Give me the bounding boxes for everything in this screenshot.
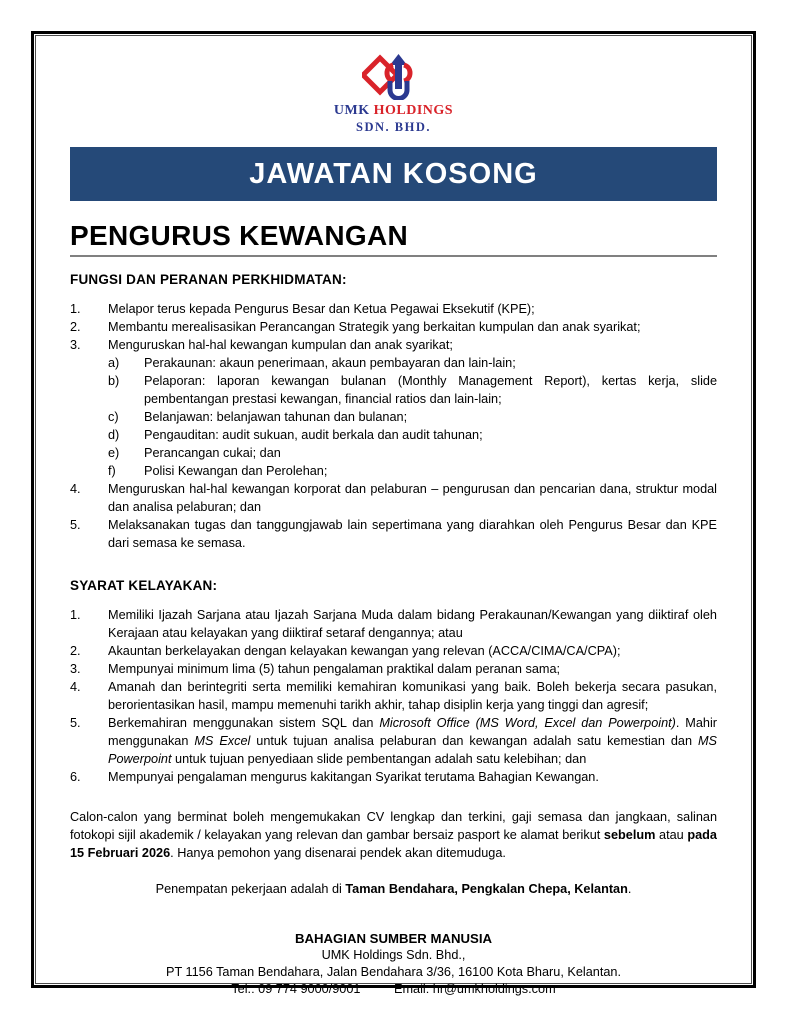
section-heading-fungsi: FUNGSI DAN PERANAN PERKHIDMATAN: (70, 272, 347, 287)
footer-department: BAHAGIAN SUMBER MANUSIA (294, 931, 493, 946)
item-number: 1. (70, 608, 81, 622)
item-text: Perakaunan: akaun penerimaan, akaun pembayaran dan lain-lain; (144, 356, 516, 370)
section-heading-syarat: SYARAT KELAYAKAN: (70, 578, 218, 593)
list-item (70, 318, 717, 336)
item-number: 4. (70, 482, 81, 496)
footer-company: UMK Holdings Sdn. Bhd., (321, 948, 466, 962)
closing-text: . Hanya pemohon yang disenarai pendek akan ditemuduga. (170, 846, 506, 860)
item-text: Membantu merealisasikan Perancangan Strategik yang berkaitan kumpulan dan anak syarikat; (108, 320, 641, 334)
sub-list-item (70, 462, 717, 480)
placement-location-bold: Taman Bendahara, Pengkalan Chepa, Kelantan (345, 882, 628, 896)
item-letter: e) (108, 446, 120, 460)
item-letter: a) (108, 356, 120, 370)
closing-text: Calon-calon yang berminat boleh mengemukakan CV lengkap dan terkini, gaji semasa dan jangkaan, salinan fotokopi sijil akademik / kelayakan yang relevan dan gambar bersaiz pasport ke alamat berikut (70, 810, 717, 842)
item-letter: b) (108, 374, 120, 388)
footer-tel: Tel.: 09 774 9000/9001 (231, 982, 361, 996)
item-text: Melapor terus kepada Pengurus Besar dan Ketua Pegawai Eksekutif (KPE); (108, 302, 535, 316)
item-text: Mempunyai pengalaman mengurus kakitangan Syarikat terutama Bahagian Kewangan. (108, 770, 599, 784)
item-text-italic: MS Powerpoint (108, 734, 717, 766)
vacancy-banner (70, 147, 717, 201)
list-item (70, 336, 717, 354)
list-item (70, 642, 717, 660)
item-number: 2. (70, 320, 81, 334)
deadline-bold: sebelum (603, 828, 656, 842)
item-number: 4. (70, 680, 81, 694)
footer-email: Email: hr@umkholdings.com (393, 982, 556, 996)
logo-text-umk: UMK (333, 103, 370, 118)
job-title: PENGURUS KEWANGAN (70, 221, 717, 257)
item-text: Melaksanakan tugas dan tanggungjawab lain sepertimana yang diarahkan oleh Pengurus Besar dan KPE dari semasa ke semasa. (108, 518, 717, 550)
company-logo (70, 54, 717, 135)
sub-list-item (70, 372, 717, 408)
item-number: 1. (70, 302, 81, 316)
sub-list-item (70, 444, 717, 462)
closing-text: atau (655, 828, 688, 842)
fungsi-list (70, 300, 717, 552)
item-text: Perancangan cukai; dan (144, 446, 281, 460)
logo-text-holdings: HOLDINGS (373, 103, 454, 118)
item-text: Memiliki Ijazah Sarjana atau Ijazah Sarjana Muda dalam bidang Perakaunan/Kewangan yang diiktiraf oleh Kerajaan atau kelayakan yang diiktiraf setaraf dengannya; atau (108, 608, 717, 640)
document-content (34, 34, 753, 996)
item-text: Menguruskan hal-hal kewangan kumpulan dan anak syarikat; (108, 338, 453, 352)
list-item (70, 660, 717, 678)
item-number: 5. (70, 518, 81, 532)
item-text (108, 714, 717, 768)
placement-line (70, 880, 717, 898)
item-letter: d) (108, 428, 120, 442)
item-text-italic: MS Excel (194, 734, 251, 748)
logo-company-name (70, 103, 717, 119)
item-letter: c) (108, 410, 119, 424)
banner-title: JAWATAN KOSONG (249, 157, 538, 190)
item-text: Amanah dan berintegriti serta memiliki kemahiran komunikasi yang baik. Boleh bekerja secara pasukan, berorientasikan hasil, mampu memenuhi tarikh akhir, tahap disiplin kerja yang tinggi dan agresif; (108, 680, 717, 712)
item-text: Akauntan berkelayakan dengan kelayakan kewangan yang relevan (ACCA/CIMA/CA/CPA); (108, 644, 621, 658)
syarat-list (70, 606, 717, 786)
list-item (70, 714, 717, 768)
item-text-italic: Microsoft Office (MS Word, Excel dan Powerpoint) (379, 716, 676, 730)
deadline-date-bold: pada 15 Februari 2026 (70, 828, 717, 860)
list-item (70, 606, 717, 642)
item-number: 2. (70, 644, 81, 658)
sub-list-item (70, 408, 717, 426)
item-number: 3. (70, 338, 81, 352)
list-item (70, 300, 717, 318)
item-text-part: untuk tujuan penyediaan slide pembentangan adalah satu kelebihan; dan (171, 752, 587, 766)
item-text: Belanjawan: belanjawan tahunan dan bulanan; (144, 410, 408, 424)
footer-address: PT 1156 Taman Bendahara, Jalan Bendahara 3/36, 16100 Kota Bharu, Kelantan. (166, 965, 621, 979)
item-text: Polisi Kewangan dan Perolehan; (144, 464, 328, 478)
item-number: 6. (70, 770, 81, 784)
item-text: Mempunyai minimum lima (5) tahun pengalaman praktikal dalam peranan sama; (108, 662, 561, 676)
item-text: Menguruskan hal-hal kewangan korporat dan pelaburan – pengurusan dan pencarian dana, struktur modal dan analisa pelaburan; dan (108, 482, 717, 514)
item-text-part: Berkemahiran menggunakan sistem SQL dan (108, 716, 380, 730)
item-text: Pengauditan: audit sukuan, audit berkala dan audit tahunan; (144, 428, 483, 442)
closing-paragraph (70, 808, 717, 862)
sub-list-item (70, 354, 717, 372)
item-text-part: untuk tujuan analisa pelaburan dan kewangan adalah satu kemestian dan (250, 734, 698, 748)
logo-text-sdn-bhd: SDN. BHD. (356, 120, 431, 134)
placement-text: Penempatan pekerjaan adalah di (155, 882, 346, 896)
item-letter: f) (108, 464, 116, 478)
list-item (70, 480, 717, 516)
item-text-part: . Mahir menggunakan (108, 716, 717, 748)
footer-contact-line (70, 981, 717, 998)
list-item (70, 678, 717, 714)
item-number: 5. (70, 716, 81, 730)
footer-contact-block (70, 930, 717, 998)
sub-list-item (70, 426, 717, 444)
item-number: 3. (70, 662, 81, 676)
placement-text: . (627, 882, 632, 896)
list-item (70, 768, 717, 786)
page-border (31, 31, 756, 996)
item-text: Pelaporan: laporan kewangan bulanan (Monthly Management Report), kertas kerja, slide pembentangan prestasi kewangan, financial ratios dan lain-lain; (144, 374, 717, 406)
list-item (70, 516, 717, 552)
umk-logo-icon (362, 54, 426, 100)
